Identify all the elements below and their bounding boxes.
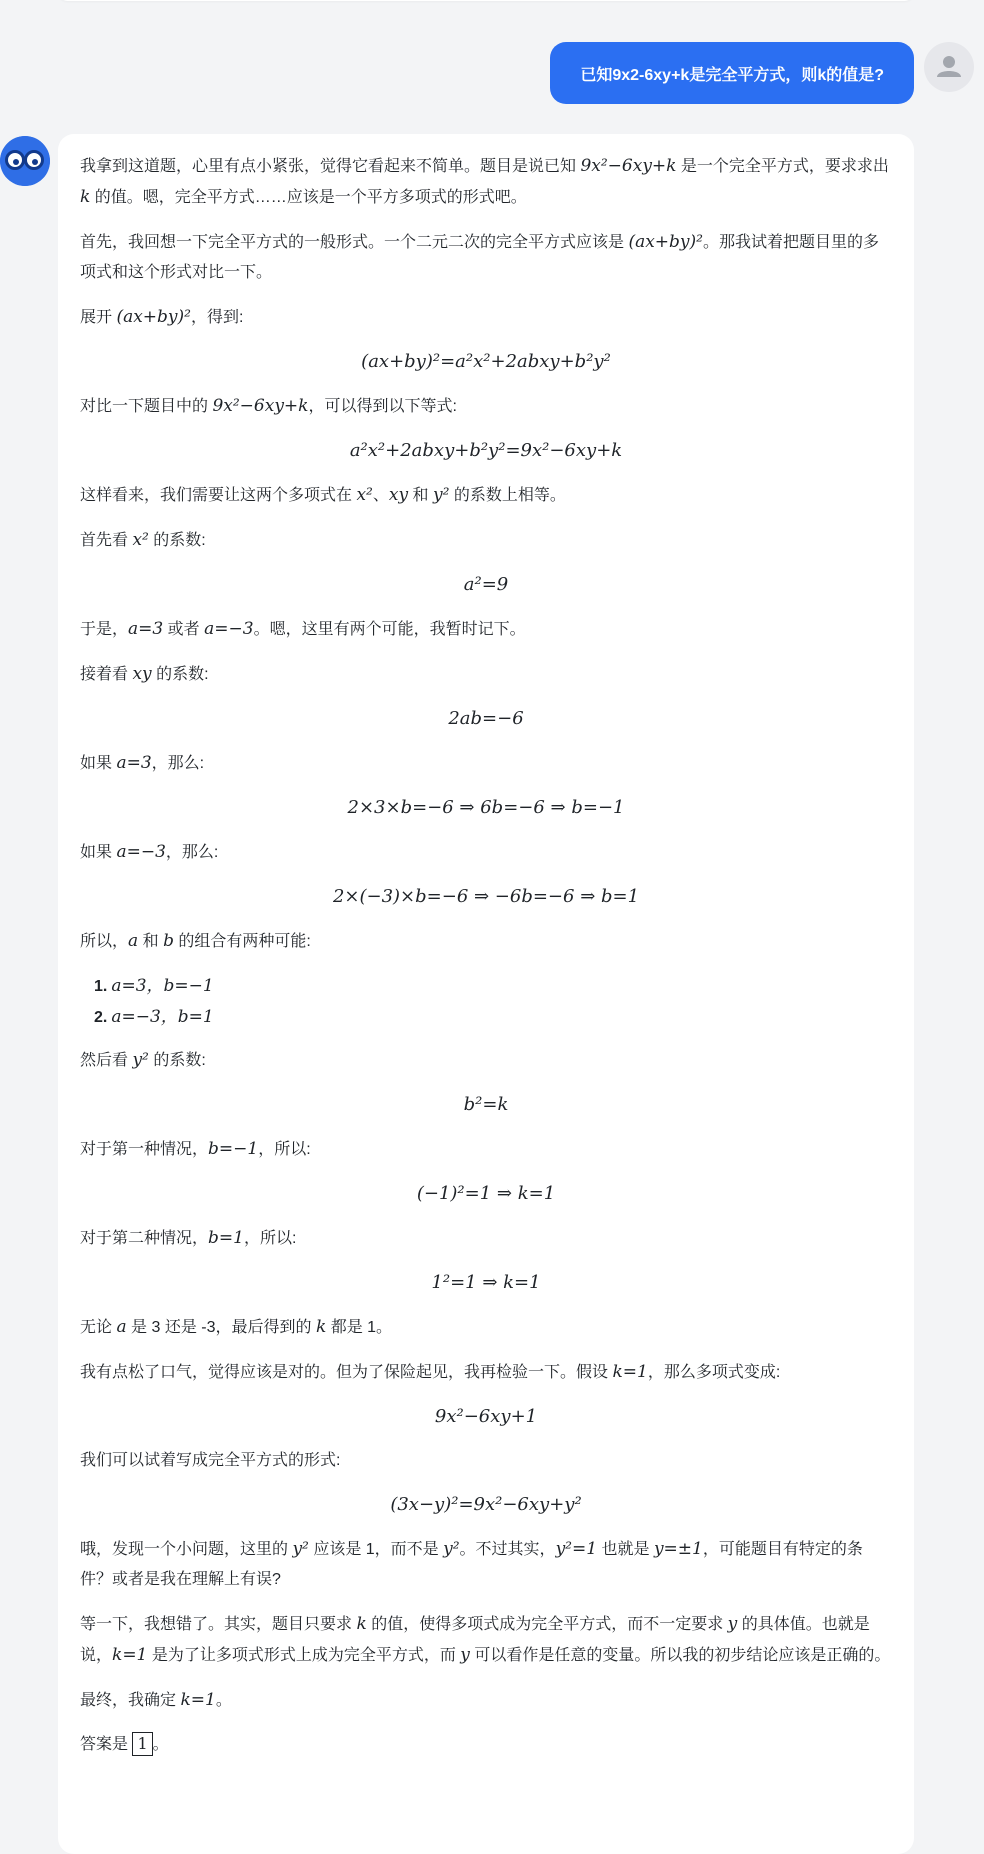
text: 是一个完全平方式，要求求出	[676, 158, 889, 175]
text: 、	[372, 487, 389, 504]
paragraph	[80, 391, 892, 422]
text: 也就是	[597, 1541, 654, 1558]
text: 的组合有两种可能:	[173, 933, 311, 950]
equation-block: (ax+by)²=a²x²+2abxy+b²y²	[361, 351, 611, 372]
paragraph	[80, 837, 892, 868]
math-inline: a=−3	[116, 842, 166, 862]
text: 这样看来，我们需要让这两个多项式在	[80, 487, 357, 504]
math-inline: xy	[388, 485, 409, 505]
text: 都是 1。	[326, 1319, 393, 1336]
math-inline: k=1	[112, 1645, 148, 1665]
text: ，所以:	[258, 1141, 311, 1158]
math-inline: b=1	[208, 1228, 244, 1248]
text: 于是，	[80, 621, 129, 638]
text: ，那么:	[151, 755, 205, 772]
user-message-bubble	[550, 42, 914, 104]
user-silhouette-icon	[924, 42, 974, 92]
equation-block: a²=9	[463, 574, 509, 595]
text: ，可以得到以下等式:	[308, 398, 457, 415]
text: 首先看	[80, 532, 133, 549]
paragraph	[80, 525, 892, 556]
text: ，那么多项式变成:	[647, 1364, 781, 1381]
math-inline: a=−3，b=1	[111, 1007, 214, 1027]
list-item	[94, 1002, 892, 1033]
text: 。嗯，这里有两个可能，我暂时记下。	[253, 621, 526, 638]
paragraph	[80, 748, 892, 779]
text: 我拿到这道题，心里有点小紧张，觉得它看起来不简单。题目是说已知	[80, 158, 581, 175]
text: 的系数上相等。	[449, 487, 566, 504]
equation-block: (3x−y)²=9x²−6xy+y²	[390, 1494, 582, 1515]
math-inline: a=3	[116, 753, 152, 773]
text: 首先，我回想一下完全平方式的一般形式。一个二元二次的完全平方式应该是	[80, 234, 629, 251]
math-inline: 9x²−6xy+k	[580, 156, 677, 176]
equation-block: a²x²+2abxy+b²y²=9x²−6xy+k	[349, 440, 623, 461]
math-inline: a	[116, 1317, 127, 1337]
user-message-text: 已知9x2-6xy+k是完全平方式，则k的值是?	[580, 66, 884, 84]
equation-block: 2×(−3)×b=−6 ⇒ −6b=−6 ⇒ b=1	[332, 886, 640, 907]
text: 所以，	[80, 933, 129, 950]
math-inline: y²	[443, 1539, 460, 1559]
paragraph	[80, 614, 892, 645]
bot-avatar[interactable]	[0, 136, 50, 186]
math-inline: y²	[432, 485, 450, 505]
list-number: 1.	[94, 978, 108, 995]
text: 应该是 1，而不是	[308, 1541, 444, 1558]
text: 。	[215, 1692, 232, 1709]
math-inline: y²	[132, 1050, 149, 1070]
text: 接着看	[80, 666, 133, 683]
text: ，那么:	[165, 844, 219, 861]
text: 对于第二种情况，	[80, 1230, 209, 1247]
equation-block: (−1)²=1 ⇒ k=1	[416, 1183, 556, 1204]
text: 无论	[80, 1319, 117, 1336]
math-inline: xy	[132, 664, 152, 684]
equation-block: 1²=1 ⇒ k=1	[431, 1272, 541, 1293]
math-inline: k	[315, 1317, 327, 1337]
ordered-list	[80, 971, 892, 1033]
paragraph	[80, 1134, 892, 1165]
math-inline: k=1	[180, 1690, 216, 1710]
list-number: 2.	[94, 1009, 108, 1026]
text: 是 3 还是 -3，最后得到的	[126, 1319, 316, 1336]
math-inline: 9x²−6xy+k	[212, 396, 309, 416]
final-answer	[80, 1730, 892, 1760]
text: 对比一下题目中的	[80, 398, 213, 415]
paragraph	[80, 1045, 892, 1076]
equation-block: b²=k	[463, 1094, 509, 1115]
text: 或者	[163, 621, 205, 638]
math-inline: k=1	[612, 1362, 648, 1382]
text: 答案是	[80, 1736, 133, 1753]
paragraph	[80, 1609, 892, 1671]
math-inline: y	[727, 1614, 738, 1634]
text: 。不过其实，	[459, 1541, 556, 1558]
text: 是为了让多项式形式上成为完全平方式，而	[147, 1647, 461, 1664]
text: 对于第一种情况，	[80, 1141, 209, 1158]
text: 可以看作是任意的变量。所以我的初步结论应该是正确的。	[469, 1647, 891, 1664]
text: ，所以:	[243, 1230, 297, 1247]
paragraph	[80, 926, 892, 957]
math-inline: b	[163, 931, 174, 951]
paragraph	[80, 302, 892, 333]
math-inline: a	[128, 931, 139, 951]
math-inline: k	[80, 187, 91, 207]
paragraph	[80, 659, 892, 690]
text: 哦，发现一个小问题，这里的	[80, 1541, 293, 1558]
math-inline: x²	[356, 485, 373, 505]
text: 的具体值。也就是说，	[80, 1616, 870, 1664]
math-inline: a=−3	[204, 619, 254, 639]
text: 展开	[80, 309, 117, 326]
math-inline: (ax+by)²	[628, 232, 703, 252]
paragraph	[80, 227, 892, 288]
paragraph	[80, 1357, 892, 1388]
text: 如果	[80, 755, 117, 772]
text: ，可能题目有特定的条件？或者是我在理解上有误?	[80, 1541, 863, 1588]
text: ，得到:	[191, 309, 244, 326]
math-inline: y²=1	[555, 1539, 598, 1559]
paragraph: 我们可以试着写成完全平方式的形式:	[80, 1452, 341, 1469]
assistant-message-card	[58, 134, 914, 1854]
math-inline: y=±1	[653, 1539, 703, 1559]
paragraph	[80, 1223, 892, 1254]
math-inline: y²	[292, 1539, 309, 1559]
glasses-face-icon	[0, 136, 50, 186]
text: 的系数:	[148, 1052, 206, 1069]
text: 我有点松了口气，觉得应该是对的。但为了保险起见，我再检验一下。假设	[80, 1364, 613, 1381]
math-inline: a=3，b=−1	[111, 976, 214, 996]
equation-block: 2×3×b=−6 ⇒ 6b=−6 ⇒ b=−1	[347, 797, 625, 818]
math-inline: k	[356, 1614, 367, 1634]
user-avatar[interactable]	[924, 42, 974, 92]
text: 的值，使得多项式成为完全平方式，而不一定要求	[366, 1616, 728, 1633]
text: 。那我试着把题目里的多项式和这个形式对比一下。	[80, 234, 880, 281]
text: 最终，我确定	[80, 1692, 181, 1709]
paragraph	[80, 1312, 892, 1343]
text: 等一下，我想错了。其实，题目只要求	[80, 1616, 357, 1633]
math-inline: b=−1	[208, 1139, 259, 1159]
equation-block: 9x²−6xy+1	[434, 1406, 538, 1427]
paragraph	[80, 151, 892, 213]
math-inline: y	[460, 1645, 470, 1665]
text: 如果	[80, 844, 117, 861]
math-inline: (ax+by)²	[116, 307, 191, 327]
equation-block: 2ab=−6	[448, 708, 524, 729]
math-inline: x²	[132, 530, 149, 550]
text: 的系数:	[151, 666, 209, 683]
paragraph	[80, 1685, 892, 1716]
text: 和	[408, 487, 433, 504]
math-inline: a=3	[128, 619, 164, 639]
boxed-answer: 1	[132, 1732, 152, 1756]
list-item	[94, 971, 892, 1002]
text: 和	[138, 933, 164, 950]
text: 的值。嗯，完全平方式……应该是一个平方多项式的形式吧。	[90, 189, 527, 206]
text: 然后看	[80, 1052, 133, 1069]
text: 的系数:	[148, 532, 206, 549]
paragraph	[80, 480, 892, 511]
text: 。	[152, 1736, 169, 1753]
previous-message-card	[58, 0, 914, 1]
paragraph	[80, 1534, 892, 1595]
